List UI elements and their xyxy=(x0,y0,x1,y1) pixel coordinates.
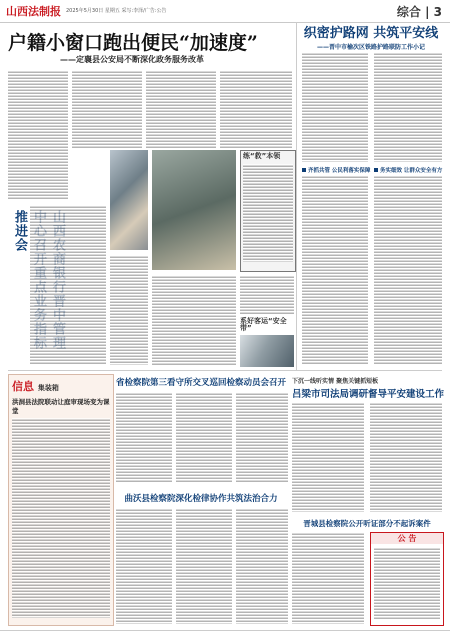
notice-box xyxy=(370,532,444,626)
side-body xyxy=(110,255,148,365)
brief-item-title: 洪洞县法院联动让庭审现场变为课堂 xyxy=(12,398,110,415)
photo-first-aid xyxy=(152,150,236,270)
photo-window-staff xyxy=(110,150,148,250)
quwo-body-col1 xyxy=(116,508,172,624)
lead-body-col3 xyxy=(146,70,216,148)
hearing-body-col1 xyxy=(292,532,364,624)
justice-headline: 吕梁市司法局调研督导平安建设工作 xyxy=(292,389,445,400)
railway-body-col3 xyxy=(302,175,368,365)
lead-headline: 户籍小窗口跑出便民“加速度” xyxy=(8,32,258,54)
center-body xyxy=(152,275,236,365)
first-aid-box xyxy=(240,150,296,272)
section-label: 综合 | 3 xyxy=(396,5,442,19)
hearing-headline: 晋城县检察院公开听证部分不起诉案件 xyxy=(303,519,431,528)
detention-body-col3 xyxy=(236,392,288,482)
brief-body xyxy=(12,418,110,618)
detention-headline: 省检察院第三看守所交叉巡回检察动员会召开 xyxy=(116,378,287,388)
detention-body-col2 xyxy=(176,392,232,482)
detention-body-col1 xyxy=(116,392,172,482)
vertical-story-body xyxy=(30,205,106,365)
railway-body-col4 xyxy=(374,175,442,365)
railway-body-col2 xyxy=(374,52,442,162)
newspaper-logo: 山西法制报 xyxy=(6,5,61,18)
brief-box xyxy=(8,374,114,626)
first-aid-caption: 练“救”本领 xyxy=(243,152,281,160)
vertical-story-title: 推进会 xyxy=(12,210,27,252)
page-footer xyxy=(0,630,450,633)
lead-body-col2 xyxy=(72,70,142,148)
quwo-headline: 曲沃县检察院深化检律协作共筑法治合力 xyxy=(124,494,278,504)
quwo-body-col2 xyxy=(176,508,232,624)
safety-body xyxy=(240,275,294,315)
masthead xyxy=(0,0,450,23)
justice-subhead: 下沉一线听实情 聚焦关键抓短板 xyxy=(292,378,379,385)
justice-body-col2 xyxy=(370,402,442,512)
lead-body-col4 xyxy=(220,70,292,148)
railway-subhead: ——晋中市榆次区铁路护路联防工作小记 xyxy=(316,44,425,51)
notice-body xyxy=(374,547,440,619)
quwo-body-col3 xyxy=(236,508,288,624)
brief-badge: 信息 集装箱 xyxy=(12,380,59,393)
first-aid-body xyxy=(243,164,293,262)
railway-box1: 齐抓共管 公民利落实保障 xyxy=(302,166,370,174)
safety-caption: 系好客运“安全带” xyxy=(240,317,287,332)
railway-box2: 务实细效 让群众安全有方 xyxy=(374,166,442,174)
lead-body-col1 xyxy=(8,70,68,200)
column-divider xyxy=(296,22,297,370)
railway-body-col1 xyxy=(302,52,368,162)
photo-bus-check xyxy=(240,335,294,367)
notice-title: 公 告 xyxy=(371,533,443,544)
railway-headline: 织密护路网 共筑平安线 xyxy=(303,26,439,41)
issue-info: 2025年5月30日 星期五 采写:李泽/广告:公告 xyxy=(66,8,167,14)
lead-subhead: ——定襄县公安局不断深化政务服务改革 xyxy=(60,55,204,64)
section-divider xyxy=(8,370,442,371)
justice-body-col1 xyxy=(292,402,364,512)
